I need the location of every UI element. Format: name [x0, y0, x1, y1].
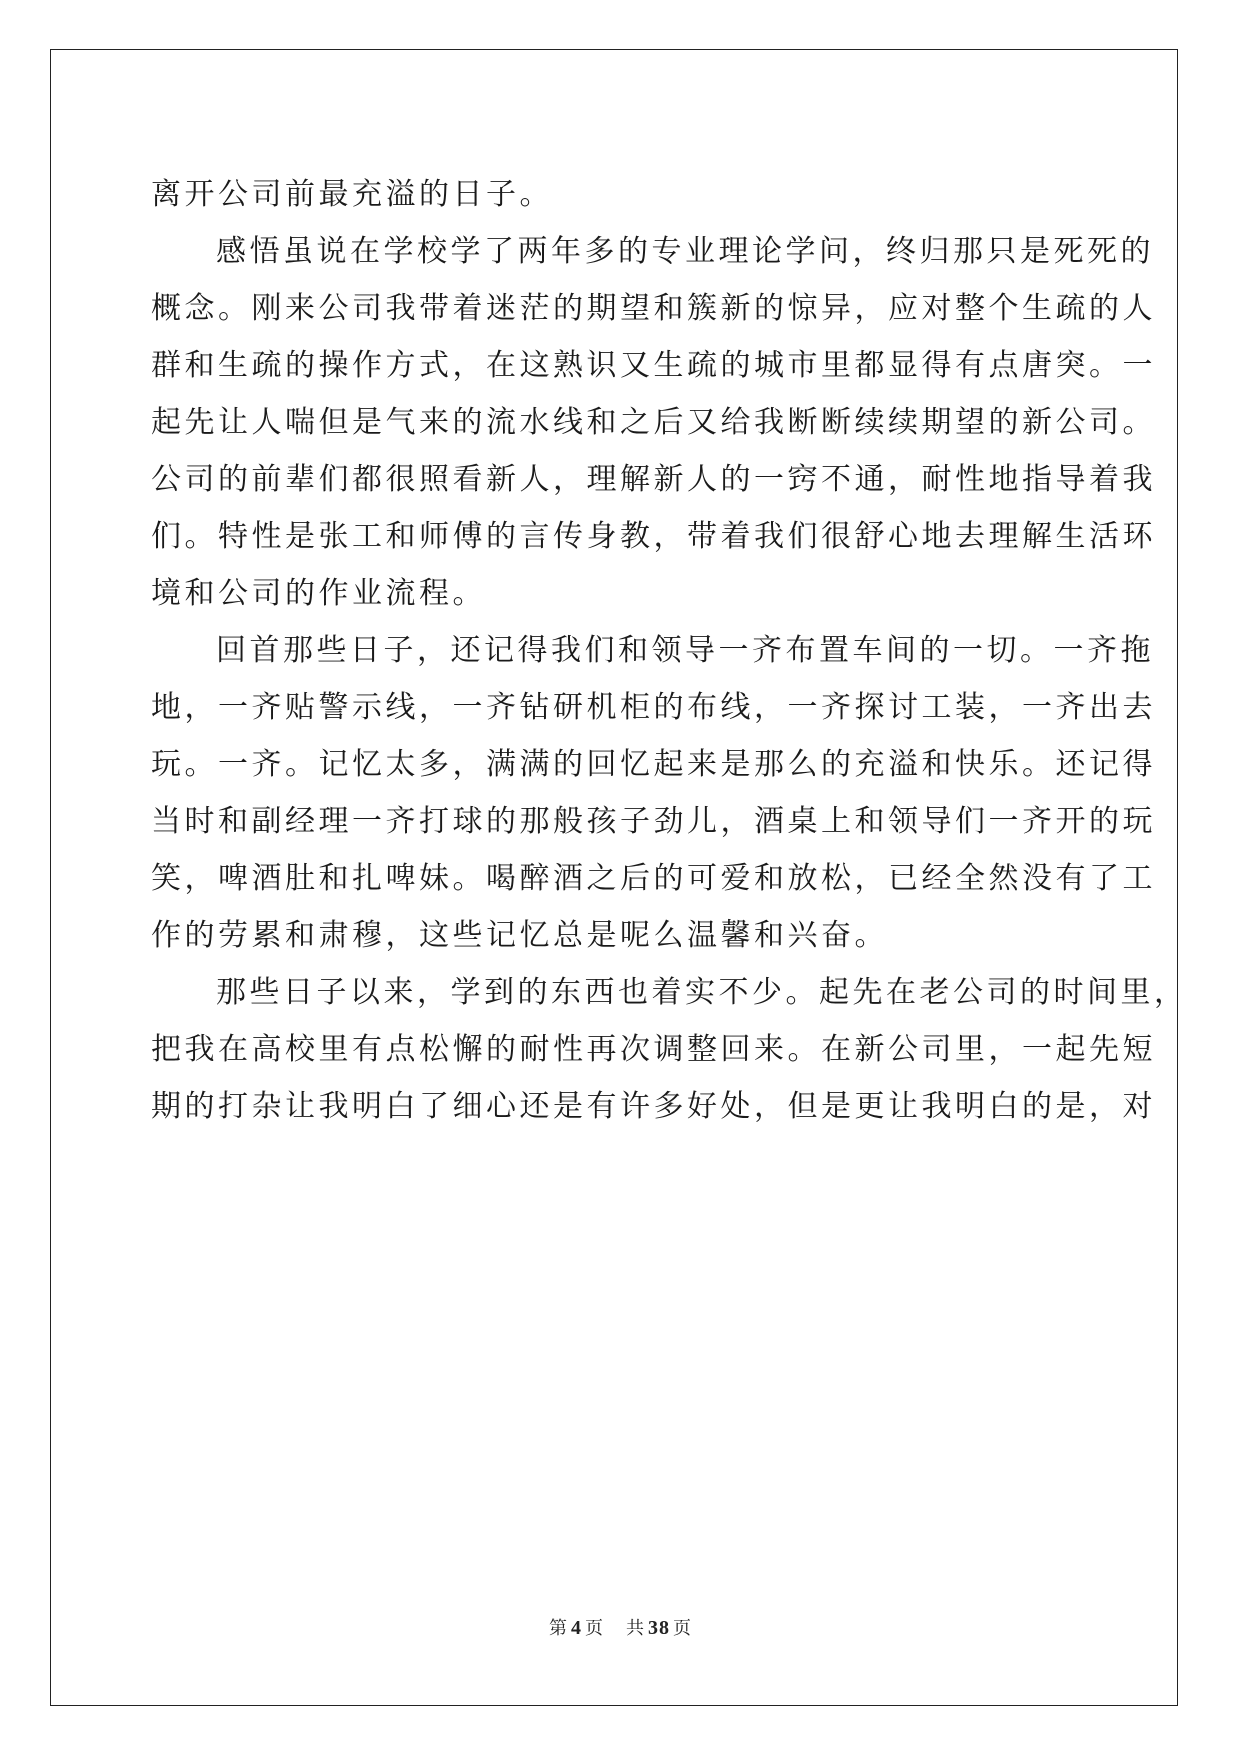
total-prefix: 共: [626, 1618, 645, 1639]
paragraph-line: 感悟虽说在学校学了两年多的专业理论学问，终归那只是死死的: [216, 234, 1154, 269]
paragraph-line: 把我在高校里有点松懈的耐性再次调整回来。在新公司里，一起先短: [151, 1032, 1156, 1067]
paragraph-line: 们。特性是张工和师傅的言传身教，带着我们很舒心地去理解生活环: [151, 519, 1156, 554]
document-body: [151, 166, 1188, 1135]
paragraph-line: 公司的前辈们都很照看新人，理解新人的一窍不通，耐性地指导着我: [151, 462, 1156, 497]
page-prefix: 第: [549, 1618, 568, 1639]
paragraph-line: 地，一齐贴警示线，一齐钻研机柜的布线，一齐探讨工装，一齐出去: [151, 690, 1156, 725]
paragraph-line: 期的打杂让我明白了细心还是有许多好处，但是更让我明白的是，对: [151, 1089, 1156, 1124]
paragraph-line: 那些日子以来，学到的东西也着实不少。起先在老公司的时间里，: [216, 975, 1188, 1010]
paragraph-line: 起先让人喘但是气来的流水线和之后又给我断断续续期望的新公司。: [151, 405, 1156, 440]
page-number: 4: [571, 1617, 582, 1639]
paragraph-line: 当时和副经理一齐打球的那般孩子劲儿，酒桌上和领导们一齐开的玩: [151, 804, 1156, 839]
paragraph-line: 作的劳累和肃穆，这些记忆总是呢么温馨和兴奋。: [151, 918, 888, 953]
total-suffix: 页: [673, 1618, 692, 1639]
page-suffix: 页: [585, 1618, 604, 1639]
page-footer: [0, 1614, 1241, 1640]
paragraph-line: 玩。一齐。记忆太多，满满的回忆起来是那么的充溢和快乐。还记得: [151, 747, 1156, 782]
paragraph-line: 群和生疏的操作方式，在这熟识又生疏的城市里都显得有点唐突。一: [151, 348, 1156, 383]
paragraph-line: 境和公司的作业流程。: [151, 576, 486, 611]
paragraph-line: 概念。刚来公司我带着迷茫的期望和簇新的惊异，应对整个生疏的人: [151, 291, 1156, 326]
paragraph-line: 笑，啤酒肚和扎啤妹。喝醉酒之后的可爱和放松，已经全然没有了工: [151, 861, 1156, 896]
total-pages: 38: [648, 1617, 670, 1639]
paragraph-line: 回首那些日子，还记得我们和领导一齐布置车间的一切。一齐拖: [216, 633, 1154, 668]
paragraph-line: 离开公司前最充溢的日子。: [151, 177, 553, 212]
